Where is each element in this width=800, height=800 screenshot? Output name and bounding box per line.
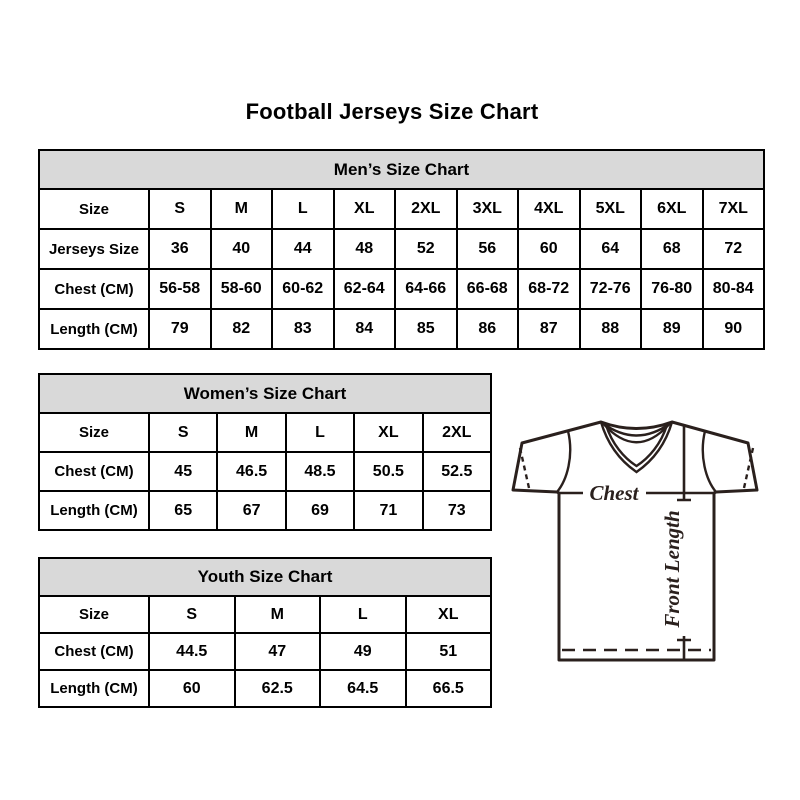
size-cell: XL	[354, 413, 422, 452]
size-cell: 60-62	[272, 269, 334, 309]
size-cell: 76-80	[641, 269, 703, 309]
size-cell: 49	[320, 633, 406, 670]
chest-measure-label: Chest	[589, 481, 639, 505]
size-cell: 89	[641, 309, 703, 349]
mens-size-table	[38, 149, 765, 350]
size-cell: M	[217, 413, 285, 452]
size-cell: 71	[354, 491, 422, 530]
size-cell: 60	[149, 670, 235, 707]
size-cell: 80-84	[703, 269, 765, 309]
size-cell: 44.5	[149, 633, 235, 670]
size-cell: 85	[395, 309, 457, 349]
table-row	[39, 452, 491, 491]
row-label: Size	[39, 596, 149, 633]
size-cell: 72	[703, 229, 765, 269]
row-label: Length (CM)	[39, 491, 149, 530]
row-label: Length (CM)	[39, 309, 149, 349]
table-row	[39, 670, 491, 707]
size-cell: 51	[406, 633, 492, 670]
row-label: Size	[39, 413, 149, 452]
size-cell: 64	[580, 229, 642, 269]
size-cell: 60	[518, 229, 580, 269]
jersey-outline	[513, 422, 757, 660]
size-cell: M	[211, 189, 273, 229]
size-cell: 7XL	[703, 189, 765, 229]
size-cell: 64-66	[395, 269, 457, 309]
size-cell: 65	[149, 491, 217, 530]
row-label: Chest (CM)	[39, 633, 149, 670]
size-cell: S	[149, 596, 235, 633]
size-cell: 69	[286, 491, 354, 530]
table-title: Women’s Size Chart	[39, 374, 491, 413]
size-cell: 66-68	[457, 269, 519, 309]
size-cell: 45	[149, 452, 217, 491]
size-cell: 46.5	[217, 452, 285, 491]
size-cell: 4XL	[518, 189, 580, 229]
table-row	[39, 189, 764, 229]
jersey-measurement-diagram	[504, 408, 766, 668]
front-length-measure-label: Front Length	[660, 510, 684, 628]
size-cell: 58-60	[211, 269, 273, 309]
size-cell: 82	[211, 309, 273, 349]
table-title: Youth Size Chart	[39, 558, 491, 596]
page-title: Football Jerseys Size Chart	[245, 99, 539, 124]
size-cell: 3XL	[457, 189, 519, 229]
size-cell: 44	[272, 229, 334, 269]
table-row	[39, 269, 764, 309]
size-cell: 48	[334, 229, 396, 269]
size-cell: 52.5	[423, 452, 491, 491]
row-label: Chest (CM)	[39, 452, 149, 491]
size-cell: 50.5	[354, 452, 422, 491]
womens-size-table	[38, 373, 492, 531]
table-row	[39, 491, 491, 530]
size-cell: S	[149, 189, 211, 229]
size-cell: 90	[703, 309, 765, 349]
size-cell: 40	[211, 229, 273, 269]
table-row	[39, 596, 491, 633]
size-cell: XL	[334, 189, 396, 229]
size-cell: 6XL	[641, 189, 703, 229]
table-row	[39, 633, 491, 670]
size-cell: 2XL	[395, 189, 457, 229]
youth-size-table	[38, 557, 492, 708]
size-cell: 62-64	[334, 269, 396, 309]
row-label: Chest (CM)	[39, 269, 149, 309]
size-cell: S	[149, 413, 217, 452]
size-cell: 64.5	[320, 670, 406, 707]
size-cell: 68-72	[518, 269, 580, 309]
table-row	[39, 309, 764, 349]
size-cell: 79	[149, 309, 211, 349]
size-cell: 73	[423, 491, 491, 530]
size-cell: L	[286, 413, 354, 452]
size-cell: M	[235, 596, 321, 633]
size-cell: 84	[334, 309, 396, 349]
size-cell: 47	[235, 633, 321, 670]
size-cell: 66.5	[406, 670, 492, 707]
size-cell: XL	[406, 596, 492, 633]
row-label: Jerseys Size	[39, 229, 149, 269]
size-cell: 68	[641, 229, 703, 269]
table-title: Men’s Size Chart	[39, 150, 764, 189]
size-cell: 62.5	[235, 670, 321, 707]
size-cell: L	[320, 596, 406, 633]
size-cell: 52	[395, 229, 457, 269]
size-cell: L	[272, 189, 334, 229]
size-cell: 67	[217, 491, 285, 530]
size-cell: 48.5	[286, 452, 354, 491]
row-label: Length (CM)	[39, 670, 149, 707]
table-row	[39, 413, 491, 452]
size-cell: 83	[272, 309, 334, 349]
size-cell: 87	[518, 309, 580, 349]
size-cell: 86	[457, 309, 519, 349]
size-cell: 2XL	[423, 413, 491, 452]
size-cell: 88	[580, 309, 642, 349]
row-label: Size	[39, 189, 149, 229]
size-cell: 36	[149, 229, 211, 269]
size-cell: 5XL	[580, 189, 642, 229]
size-cell: 56-58	[149, 269, 211, 309]
size-cell: 56	[457, 229, 519, 269]
table-row	[39, 229, 764, 269]
size-cell: 72-76	[580, 269, 642, 309]
